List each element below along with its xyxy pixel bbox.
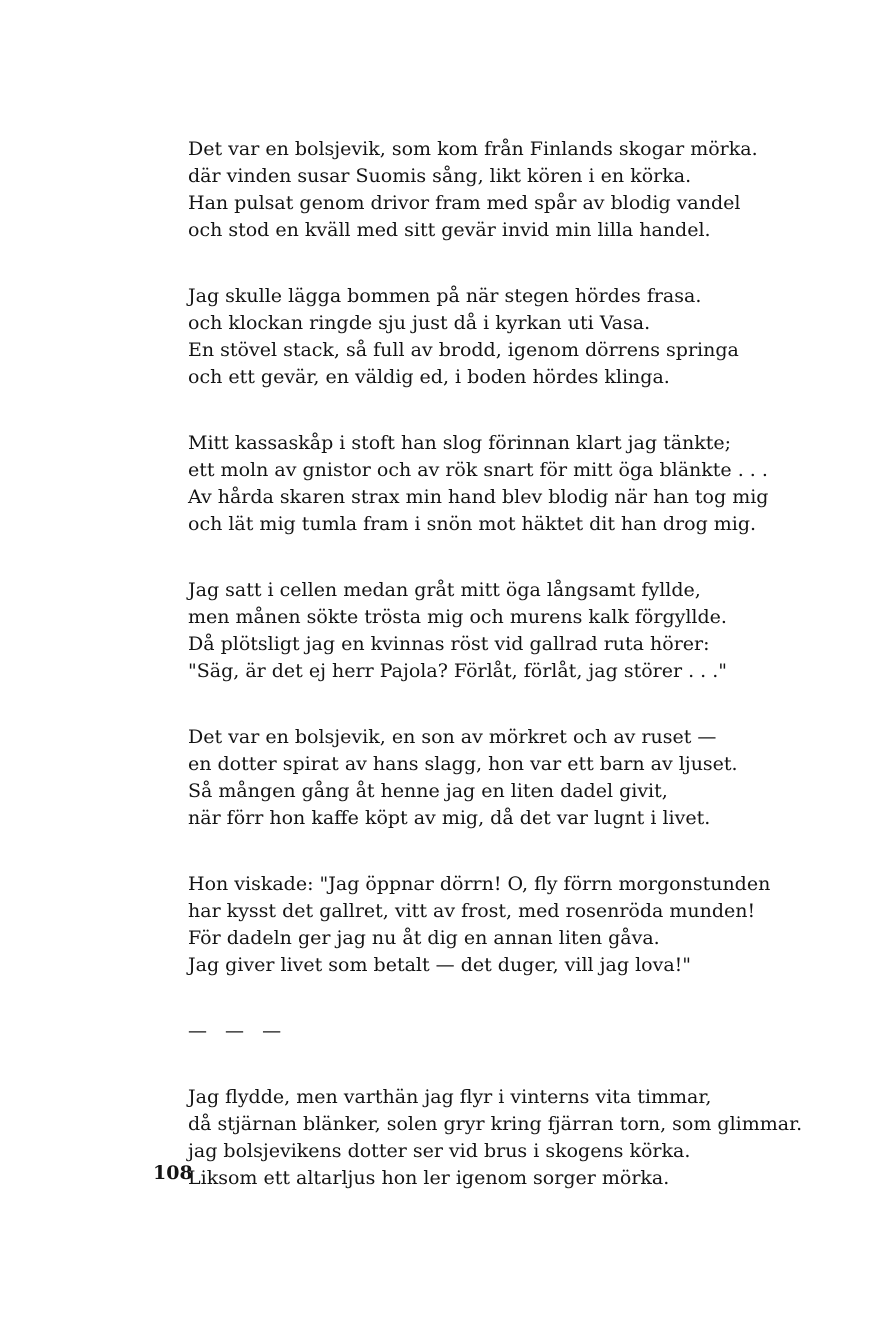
poem-line: har kysst det gallret, vitt av frost, med rosenröda munden!	[188, 900, 756, 922]
poem-line: För dadeln ger jag nu åt dig en annan liten gåva.	[188, 927, 660, 949]
poem-line: Jag flydde, men varthän jag flyr i vinterns vita timmar,	[188, 1086, 712, 1108]
poem-line: då stjärnan blänker, solen gryr kring fjärran torn, som glimmar.	[188, 1113, 803, 1135]
poem-line: En stövel stack, så full av brodd, igenom dörrens springa	[188, 339, 739, 361]
poem	[188, 136, 828, 1192]
poem-line: Liksom ett altarljus hon ler igenom sorger mörka.	[188, 1167, 670, 1189]
poem-line: Av hårda skaren strax min hand blev blodig när han tog mig	[188, 486, 769, 508]
poem-line: jag bolsjevikens dotter ser vid brus i skogens körka.	[188, 1140, 691, 1162]
poem-line: Då plötsligt jag en kvinnas röst vid gallrad ruta hörer:	[188, 633, 710, 655]
poem-line: och ett gevär, en väldig ed, i boden hördes klinga.	[188, 366, 670, 388]
stanza-1	[188, 136, 828, 244]
poem-line: Hon viskade: "Jag öppnar dörrn! O, fly förrn morgonstunden	[188, 873, 771, 895]
page-number: 108	[153, 1162, 193, 1184]
section-separator: — — —	[188, 1020, 288, 1042]
poem-line: Jag skulle lägga bommen på när stegen hördes frasa.	[188, 285, 702, 307]
poem-line: Jag giver livet som betalt — det duger, vill jag lova!"	[188, 954, 692, 976]
poem-line: Det var en bolsjevik, som kom från Finlands skogar mörka.	[188, 138, 758, 160]
poem-line: Mitt kassaskåp i stoft han slog förinnan klart jag tänkte;	[188, 432, 732, 454]
poem-line: och stod en kväll med sitt gevär invid min lilla handel.	[188, 219, 711, 241]
stanza-5	[188, 724, 828, 832]
stanza-3	[188, 430, 828, 538]
poem-line: och lät mig tumla fram i snön mot häktet dit han drog mig.	[188, 513, 757, 535]
poem-line: när förr hon kaffe köpt av mig, då det var lugnt i livet.	[188, 807, 711, 829]
stanza-4	[188, 577, 828, 685]
poem-line: där vinden susar Suomis sång, likt kören i en körka.	[188, 165, 692, 187]
stanza-6	[188, 871, 828, 979]
poem-line: en dotter spirat av hans slagg, hon var ett barn av ljuset.	[188, 753, 738, 775]
poem-line: Han pulsat genom drivor fram med spår av blodig vandel	[188, 192, 741, 214]
poem-line: Jag satt i cellen medan gråt mitt öga långsamt fyllde,	[188, 579, 701, 601]
stanza-2	[188, 283, 828, 391]
poem-line: och klockan ringde sju just då i kyrkan uti Vasa.	[188, 312, 651, 334]
poem-line: "Säg, är det ej herr Pajola? Förlåt, förlåt, jag störer . . ."	[188, 660, 728, 682]
final-stanza	[188, 1084, 828, 1192]
poem-line: Så mången gång åt henne jag en liten dadel givit,	[188, 780, 668, 802]
poem-line: ett moln av gnistor och av rök snart för mitt öga blänkte . . .	[188, 459, 768, 481]
poem-line: men månen sökte trösta mig och murens kalk förgyllde.	[188, 606, 727, 628]
poem-line: Det var en bolsjevik, en son av mörkret och av ruset —	[188, 726, 717, 748]
